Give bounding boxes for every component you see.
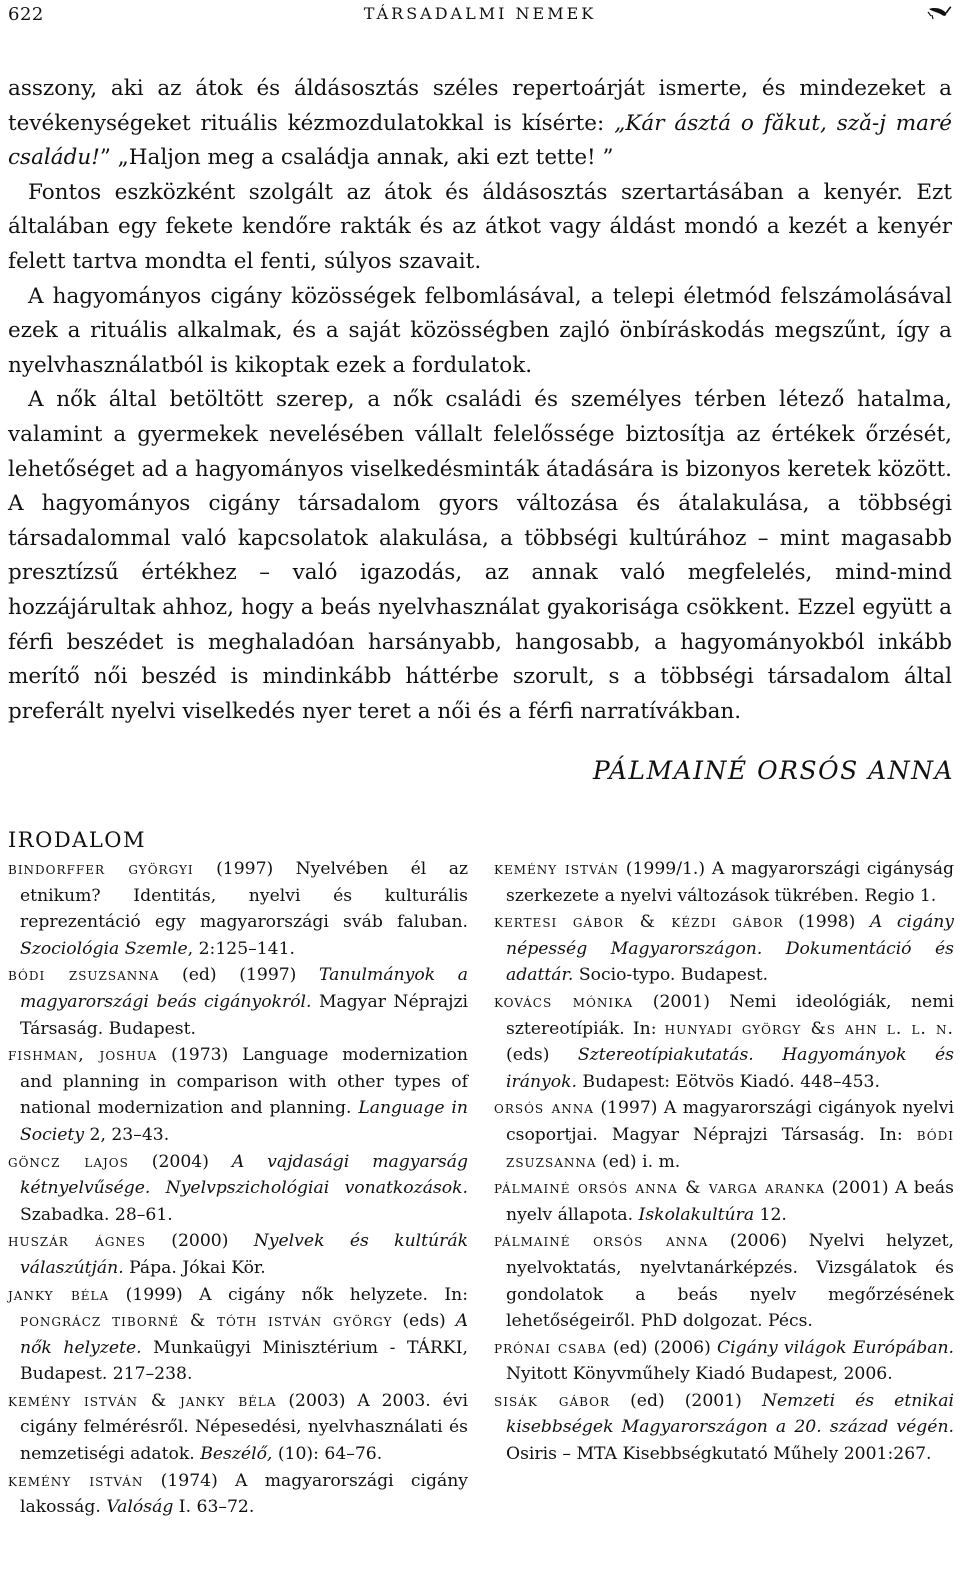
quote-beas: „Kár ásztá o fǎkut, szǎ-j maré családu! [8,110,952,171]
reference-text: 12. [754,1204,787,1225]
reference-author: orsós anna [494,1098,594,1119]
reference-text: (ed) (2006) [606,1337,717,1358]
reference-author: kovács mónika [494,991,634,1012]
reference-text: I. 63–72. [173,1497,255,1518]
running-head: TÁRSADALMI NEMEK [363,4,597,23]
reference-entry [494,1388,954,1468]
reference-author: sisák gábor [494,1390,611,1411]
reference-text: Munkaügyi Minisztérium - TÁRKI, Budapest. 217–238. [20,1337,468,1385]
page-number: 622 [8,3,44,25]
reference-text: (1999/1.) A magyarországi cigányság szerkezete a nyelvi változások tükrében. Regio 1. [506,859,954,906]
paragraph: Fontos eszközként szolgált az átok és áldásosztás szertartásában a kenyér. Ezt általában egy fekete kendőre rakták és az átkot vagy áldást mondó a kezét a kenyér felett tartva mondta el fenti, súlyos szavait. [8,179,952,274]
reference-text: (1974) A magyarországi cigány lakosság. [20,1470,468,1518]
section-heading: IRODALOM [8,828,146,852]
reference-text: Nyitott Könyvműhely Kiadó Budapest, 2006. [506,1364,893,1385]
reference-author: bindorffer györgyi [8,859,194,879]
reference-author: kertesi gábor & kézdi gábor [494,912,784,933]
reference-author: bódi zsuzsanna [8,965,160,986]
body-text [8,72,952,729]
reference-text: (1973) Language modernization and planning in comparison with other types of national modernization and planning. [20,1045,468,1119]
reference-entry [8,1282,468,1388]
reference-entry [494,1335,954,1388]
reference-author: huszár ágnes [8,1231,146,1252]
reference-text: (eds) [392,1311,456,1332]
paragraph: A nők által betöltött szerep, a nők családi és személyes térben létező hatalma, valamint a gyermekek nevelésében vállalt felelőssége biztosítja az értékek őrzését, lehetőséget ad a hagyományos viselkedésminták átadására is bizonyos keretek között. A hagyományos cigány társadalom gyors változása és átalakulása, a többségi társadalommal való kapcsolatok alakulása, a többségi kultúrához – mint magasabb presztízsű értékhez – való igazodás, az annak való megfelelés, mind-mind hozzájárultak ahhoz, hogy a beás nyelvhasználat gyakorisága csökkent. Ezzel együtt a férfi beszédet is meghaladóan harsányabb, hangosabb, a hagyományokból inkább merítő női beszéd is mindinkább háttérbe szorult, s a többségi társadalom által preferált nyelvi viselkedés nyer teret a női és a férfi narratívákban. [8,387,952,724]
reference-author: kemény istván [494,859,619,879]
reference-text: (2001) Nemi ideológiák, nemi sztereotípiák. In: [506,991,954,1039]
reference-text: Budapest: Eötvös Kiadó. 448–453. [576,1071,880,1092]
reference-entry [8,856,468,962]
reference-text: (1997) Nyelvében él az etnikum? Identitás, nyelvi és kulturális reprezentáció egy magyarországi sváb faluban. [20,859,468,933]
reference-entry [494,1095,954,1175]
reference-text: , 2:125–141. [187,938,295,959]
reference-author: fishman, joshua [8,1045,158,1066]
reference-text: Osiris – MTA Kisebbségkutató Műhely 2001:267. [506,1444,932,1465]
reference-author: janky béla [8,1284,110,1305]
reference-title: Nyelvek és kultúrák válaszútján. [20,1231,468,1278]
reference-entry [8,1468,468,1521]
reference-text: (eds) [506,1045,578,1066]
paragraph: A hagyományos cigány közösségek felbomlásával, a telepi életmód felszámolásával ezek a rituális alkalmak, és a saját közösségben zajló önbíráskodás megszűnt, így a nyelvhasználatból is kikoptak ezek a fordulatok. [8,283,952,378]
reference-title: Sztereotípiakutatás. Hagyományok és irányok. [506,1045,954,1092]
reference-entry [8,1388,468,1468]
reference-editor: bódi zsuzsanna [506,1124,954,1172]
reference-title: Beszélő, [200,1444,273,1465]
reference-entry [494,989,954,1095]
reference-author: kemény istván [8,1470,144,1491]
reference-entry [494,1175,954,1228]
reference-author: pálmainé orsós anna & varga aranka [494,1178,826,1199]
reference-text: (2004) [128,1151,232,1172]
reference-text: (2001) A beás nyelv állapota. [506,1178,955,1225]
reference-author: göncz lajos [8,1151,129,1172]
quote-translation: ” „Haljon meg a családja annak, aki ezt tette! ” [99,145,614,171]
reference-title: Iskolakultúra [638,1204,755,1225]
reference-text: (1998) [783,912,870,933]
reference-title: Language in Society [20,1098,468,1145]
reference-title: Szociológia Szemle [20,938,188,959]
reference-text: (2000) [145,1231,254,1252]
reference-text: (ed) (2001) [610,1390,762,1411]
reference-text: (2006) Nyelvi helyzet, nyelvoktatás, nyelvtanárképzés. Vizsgálatok és gondolatok a beás nyelv megőrzésének lehetőségeiről. PhD dolgozat. Pécs. [506,1231,954,1332]
references-right-column [494,856,954,1468]
reference-text: Szabadka. 28–61. [20,1204,173,1225]
paragraph [8,72,952,176]
page-header [8,2,952,26]
reference-text: (1999) A cigány nők helyzete. In: [109,1284,469,1305]
reference-author: kemény istván & janky béla [8,1390,277,1411]
reference-entry [8,1042,468,1148]
reference-text: 2, 23–43. [84,1124,170,1145]
reference-title: Valóság [106,1497,174,1518]
reference-entry [494,856,954,909]
article-author: PÁLMAINÉ ORSÓS ANNA [592,756,954,785]
reference-text: Socio-typo. Budapest. [573,965,769,986]
reference-title: A nők helyzete. [20,1311,468,1358]
reference-entry [494,1228,954,1334]
reference-author: prónai csaba [494,1337,607,1358]
reference-title: A cigány népesség Magyarországon. Dokumentáció és adattár. [506,912,954,986]
reference-title: A vajdasági magyarság kétnyelvűsége. Nyelvpszichológiai vonatkozások. [20,1151,468,1199]
reference-text: (ed) (1997) [159,965,320,986]
reference-text: Pápa. Jókai Kör. [123,1257,266,1278]
reference-title: Tanulmányok a magyarországi beás cigányokról. [20,965,468,1012]
reference-text: (2003) A 2003. évi cigány felmérésről. Népesedési, nyelvhasználati és nemzetiségi adatok. [20,1390,468,1465]
references-left-column [8,856,468,1521]
reference-editor: pongrácz tiborné & tóth istván györgy [20,1311,393,1332]
reference-text: (10): 64–76. [272,1444,383,1465]
reference-author: pálmainé orsós anna [494,1231,709,1252]
reference-entry [494,909,954,989]
reference-title: Cigány világok Európában. [716,1337,954,1358]
reference-entry [8,962,468,1042]
reference-text: (1997) A magyarországi cigányok nyelvi csoportjai. Magyar Néprajzi Társaság. In: [506,1098,955,1145]
reference-editor: hunyadi györgy &s ahn l. l. n. [664,1018,954,1039]
reference-text: (ed) i. m. [596,1151,681,1172]
reference-title: Nemzeti és etnikai kisebbségek Magyarországon a 20. század végén. [506,1390,954,1438]
reference-entry [8,1149,468,1229]
reference-text: Magyar Néprajzi Társaság. Budapest. [20,991,468,1039]
reference-entry [8,1228,468,1281]
paragraph-text: asszony, aki az átok és áldásosztás széles repertoárját ismerte, és mindezeket a tevékenységeket rituális kézmozdulatokkal is kísérte: [8,76,952,136]
